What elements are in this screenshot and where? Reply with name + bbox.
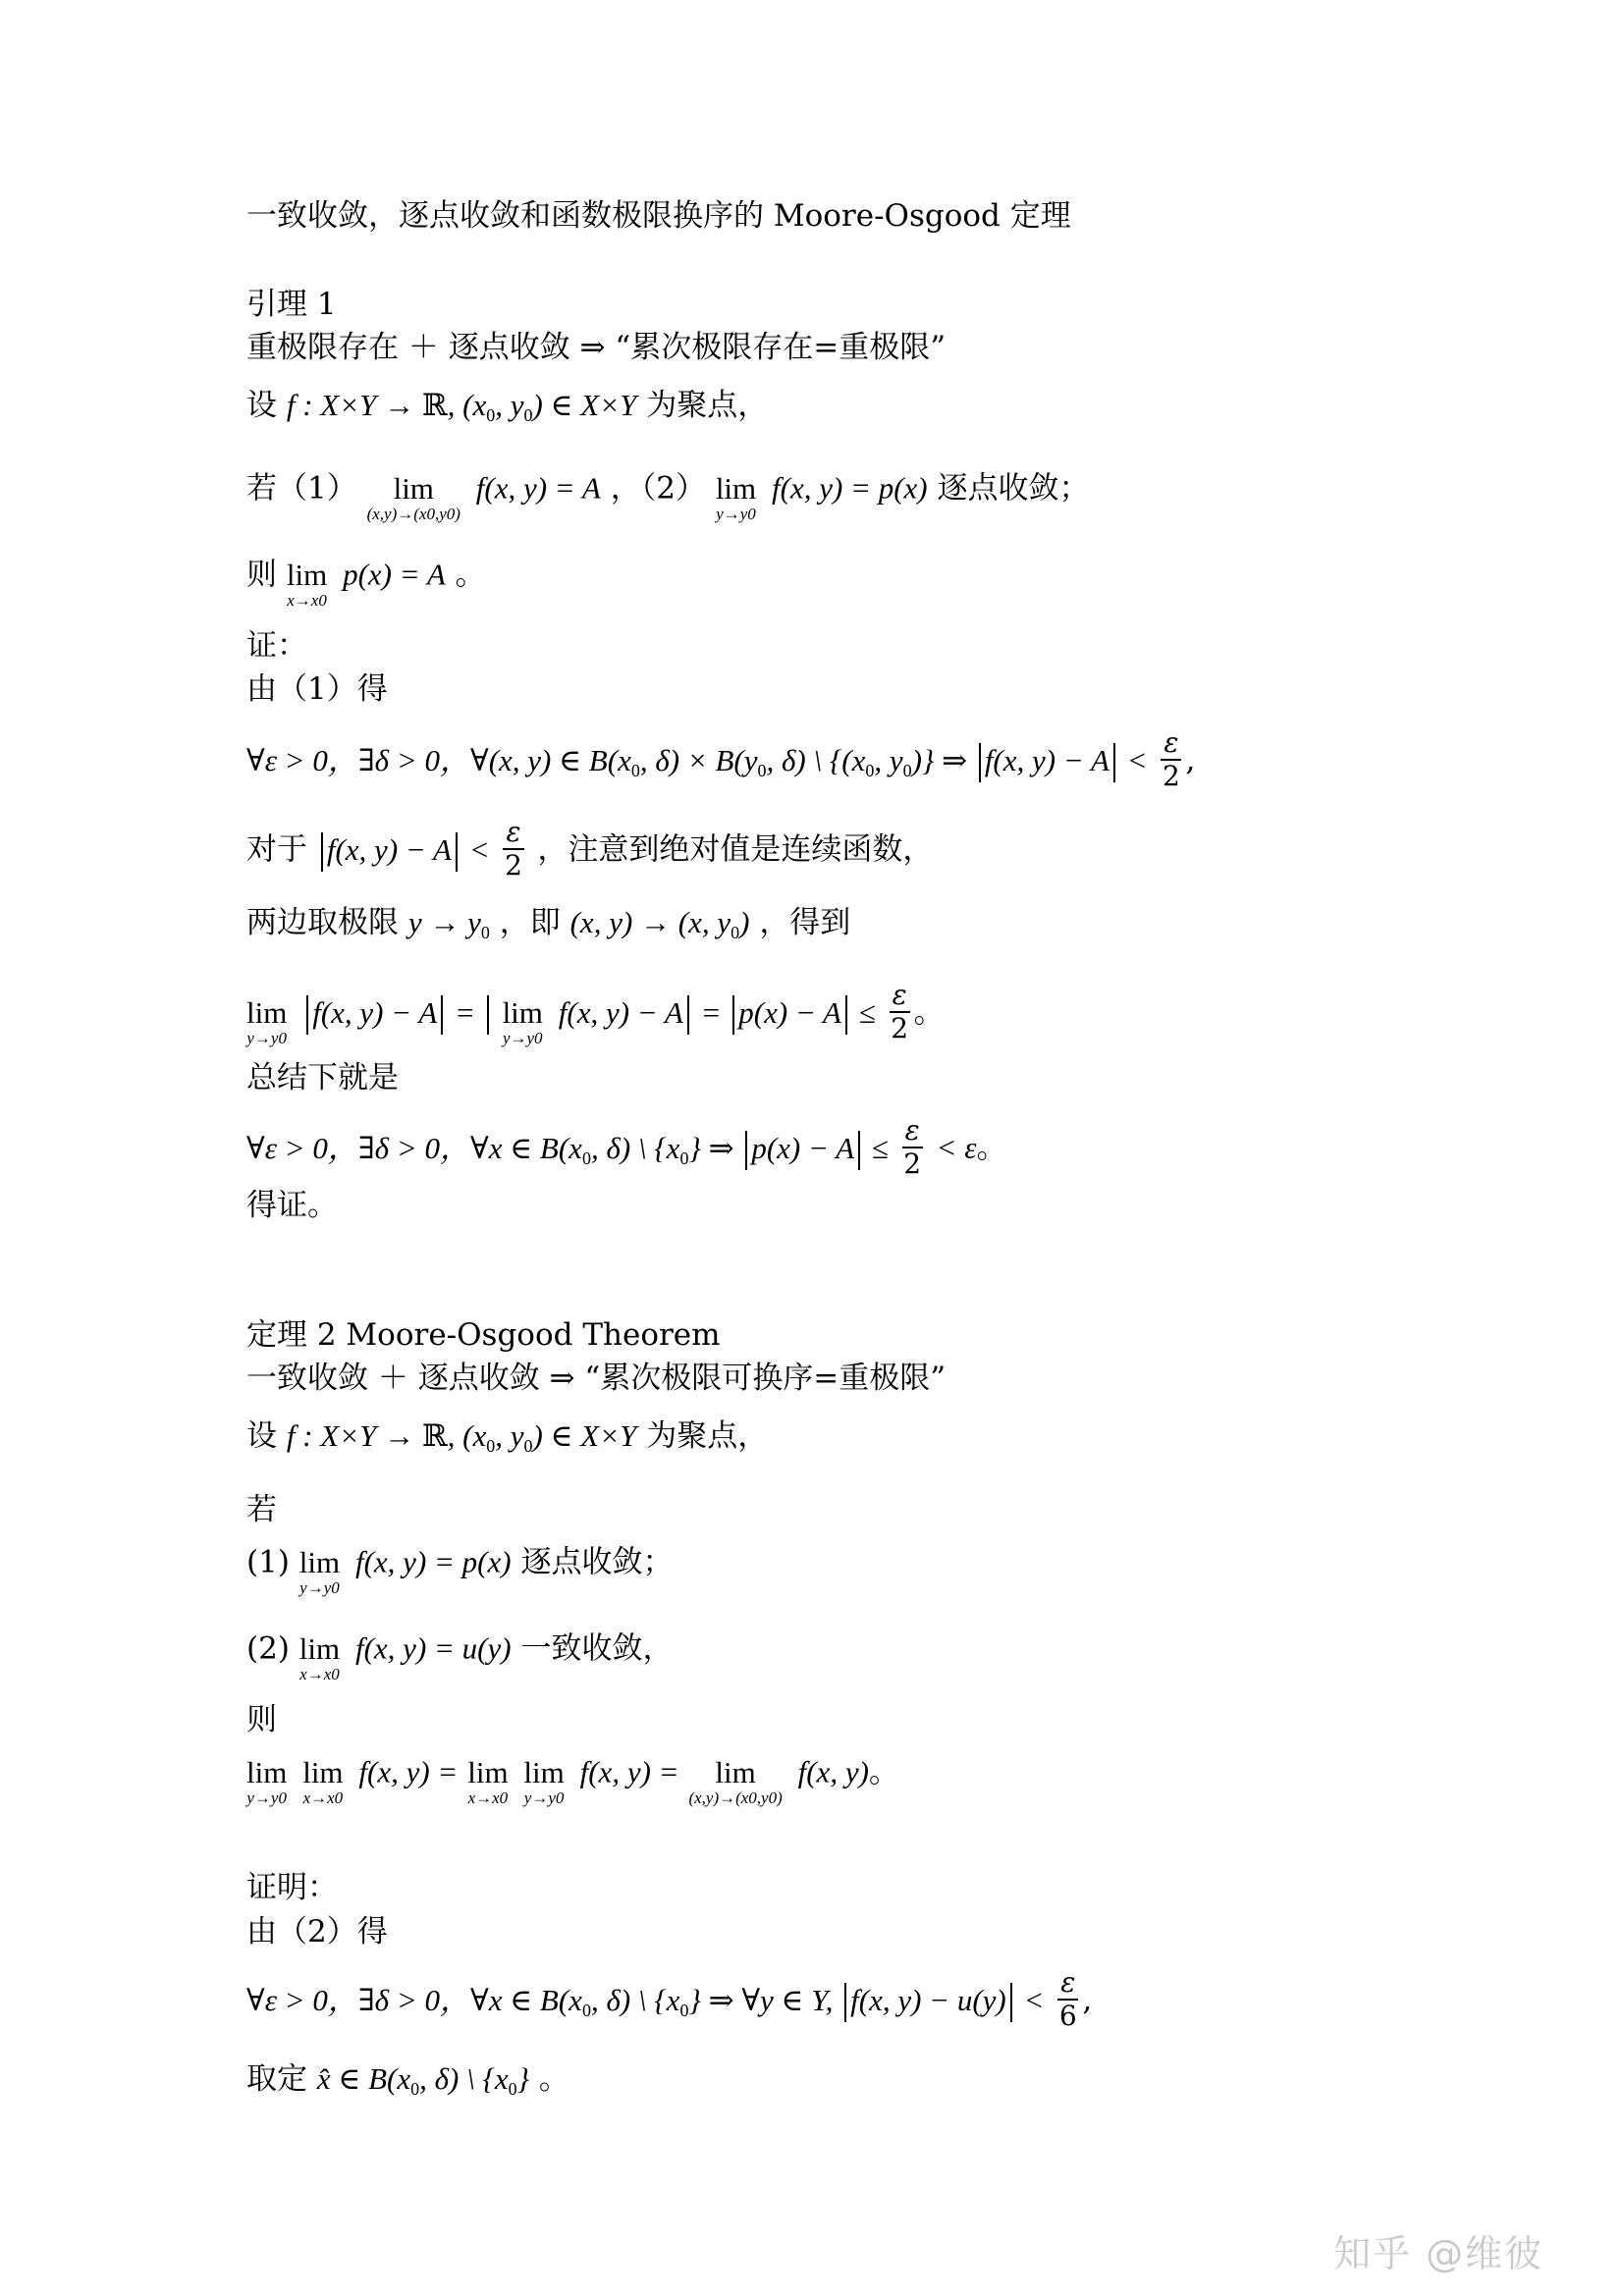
theorem-pick: 取定 x̂ ∈ $B(x_0$, δ) \ $\{x_0\}$ 。: [246, 2061, 569, 2099]
theorem-proof-formula: ∀ε > 0，∃δ > 0，∀x ∈ $B(x_0$, δ) \ $\{x_0\}$ ⇒ ∀y ∈ Y, f(x, y) − u(y) < $\frac{\varepsilon}{6}$ ,: [246, 1966, 1093, 2032]
fraction: $\frac{\varepsilon}{2}$: [903, 1114, 922, 1180]
watermark: 知乎 @维彼: [1333, 2232, 1544, 2275]
lemma-conclusion: 则 lim x→x0 p(x) = A 。: [246, 557, 486, 610]
theorem-condition-1: (1) lim y→y0 f(x, y) = p(x) 逐点收敛；: [246, 1544, 674, 1597]
proof-formula-1: ∀ε > 0，∃δ > 0，∀(x, y) ∈ $B(x_0$, $\delta) \times B(y_0$, δ) \ {($x_0$, $y_0$)} ⇒ f(x, y) − A < $\frac{\varepsilon}{2}$ ,: [246, 726, 1196, 792]
fraction: $\frac{\varepsilon}{2}$: [1163, 726, 1180, 792]
theorem-summary: 一致收敛 ＋ 逐点收敛 ⇒ “累次极限可换序=重极限”: [246, 1361, 947, 1396]
limit-operator: lim (x,y)→(x0,y0): [688, 1755, 783, 1807]
formula: f : X×Y → ℝ, ($x_0$, $y_0$) ∈ X×Y: [286, 1418, 637, 1456]
lemma-setup: 设 f : X×Y → ℝ, ($x_0$, $y_0$) ∈ X×Y 为聚点，: [246, 388, 769, 425]
theorem-proof-step: 由（2）得: [246, 1914, 388, 1949]
qed: 得证。: [246, 1188, 338, 1223]
theorem-condition-2: (2) lim x→x0 f(x, y) = u(y) 一致收敛，: [246, 1630, 674, 1683]
proof-label: 证：: [246, 628, 307, 664]
limit-operator: lim (x,y)→(x0,y0): [366, 471, 460, 523]
limit-operator: lim y→y0: [523, 1755, 565, 1807]
limit-operator: lim x→x0: [467, 1755, 509, 1807]
summary-label: 总结下就是: [246, 1060, 399, 1095]
theorem-if: 若: [246, 1492, 277, 1527]
theorem-setup: 设 f : X×Y → ℝ, ($x_0$, $y_0$) ∈ X×Y 为聚点，: [246, 1418, 769, 1456]
limit-operator: lim x→x0: [298, 1631, 341, 1683]
formula: p(x) = A: [343, 557, 446, 592]
proof-abs-note: 对于 f(x, y) − A < $\frac{\varepsilon}{2}$ ，注意到绝对值是连续函数，: [246, 816, 934, 881]
limit-operator: lim y→y0: [246, 995, 288, 1047]
formula: f : X×Y → ℝ, ($x_0$, $y_0$) ∈ X×Y: [286, 388, 637, 425]
theorem-conclusion: lim y→y0 lim x→x0 f(x, y) = lim x→x0 lim y→y0 f(x, y) = lim (x,y)→(x0,y0) f(x, y)。: [246, 1754, 899, 1807]
fraction: $\frac{\varepsilon}{6}$: [1058, 1966, 1077, 2032]
proof-formula-3: ∀ε > 0，∃δ > 0，∀x ∈ $B(x_0$, δ) \ $\{x_0\}$ ⇒ p(x) − A ≤ $\frac{\varepsilon}{2}$ < ε。: [246, 1114, 1007, 1180]
theorem-proof-label: 证明：: [246, 1870, 338, 1905]
proof-formula-2: lim y→y0 f(x, y) − A = lim y→y0 f(x, y) − A = p(x) − A ≤ $\frac{\varepsilon}{2}$ 。: [246, 979, 945, 1047]
limit-operator: lim y→y0: [502, 995, 543, 1047]
limit-operator: lim x→x0: [286, 558, 328, 610]
limit-operator: lim y→y0: [715, 471, 757, 523]
fraction: $\frac{\varepsilon}{2}$: [891, 979, 909, 1044]
lemma-conditions: 若（1） lim (x,y)→(x0,y0) f(x, y) = A ，（2） lim y→y0 f(x, y) = p(x) 逐点收敛；: [246, 470, 1090, 523]
document-title: 一致收敛，逐点收敛和函数极限换序的 Moore-Osgood 定理: [246, 198, 1071, 234]
proof-take-limit: 两边取极限 $y \to y_0$ ，即 (x, y) → (x, $y_0$) ，得到: [246, 905, 851, 942]
lemma-summary: 重极限存在 ＋ 逐点收敛 ⇒ “累次极限存在=重极限”: [246, 330, 947, 365]
limit-operator: lim x→x0: [302, 1755, 344, 1807]
theorem-heading: 定理 2 Moore-Osgood Theorem: [246, 1317, 721, 1353]
proof-step-label: 由（1）得: [246, 671, 388, 707]
limit-operator: lim y→y0: [246, 1755, 288, 1807]
theorem-then: 则: [246, 1702, 277, 1737]
fraction: $\frac{\varepsilon}{2}$: [505, 816, 522, 881]
formula: f(x, y) = p(x): [772, 470, 928, 506]
limit-operator: lim y→y0: [298, 1545, 341, 1597]
formula: f(x, y) = A: [475, 470, 601, 506]
lemma-heading: 引理 1: [246, 287, 337, 322]
